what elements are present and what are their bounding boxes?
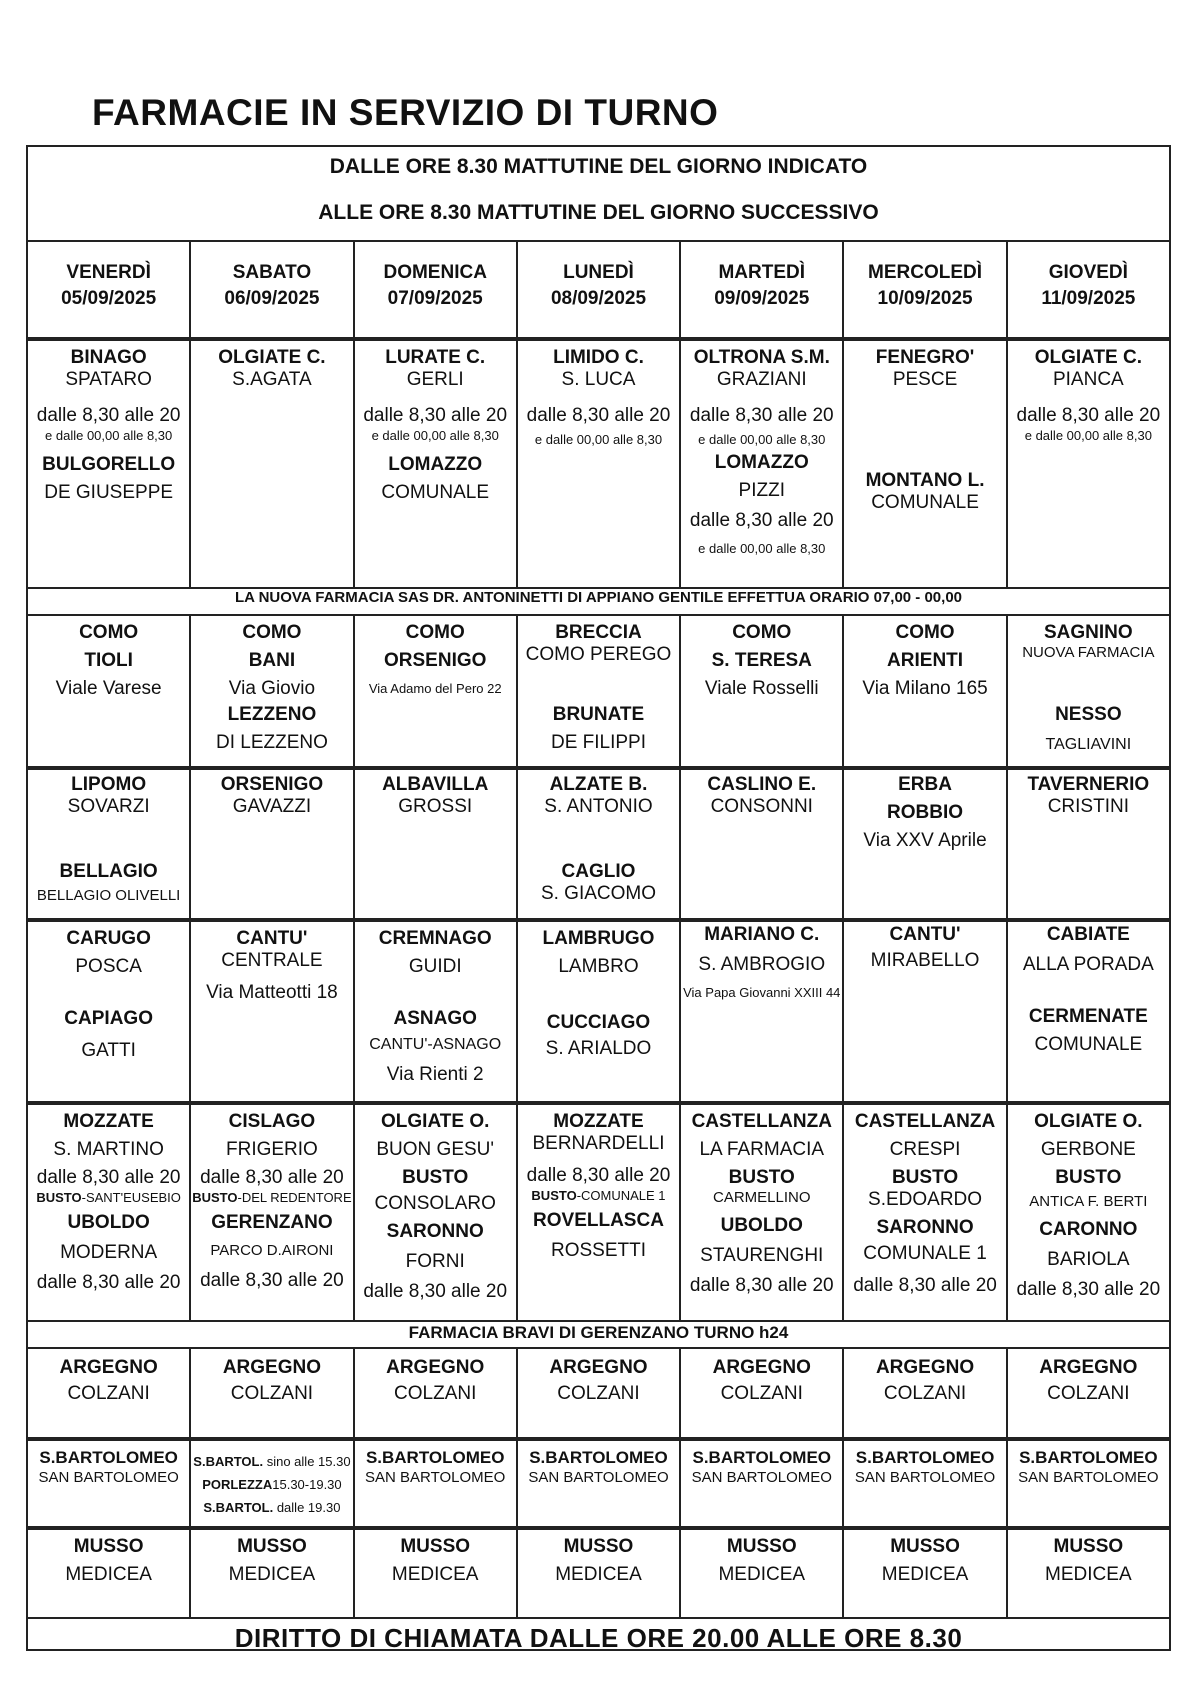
header-line-2: ALLE ORE 8.30 MATTUTINE DEL GIORNO SUCCESSIVO xyxy=(26,201,1171,225)
pharmacy-cell: OLGIATE O. GERBONE BUSTO ANTICA F. BERTI CARONNO BARIOLA dalle 8,30 alle 20 xyxy=(1007,1102,1170,1321)
row-varese-saronno xyxy=(26,1101,1171,1322)
pharmacy-cell: OLTRONA S.M. GRAZIANI dalle 8,30 alle 20 e dalle 00,00 alle 8,30 LOMAZZO PIZZI dalle 8,30 alle 20 e dalle 00,00 alle 8,30 xyxy=(680,340,843,588)
pharmacy-cell: MUSSO MEDICEA xyxy=(27,1527,190,1618)
day-header: LUNEDÌ 08/09/2025 xyxy=(517,241,680,338)
pharmacy-cell: S.BARTOLOMEO SAN BARTOLOMEO xyxy=(1007,1438,1170,1529)
pharmacy-cell: BINAGO SPATARO dalle 8,30 alle 20 e dalle 00,00 alle 8,30 BULGORELLO DE GIUSEPPE xyxy=(27,340,190,588)
pharmacy-cell: LIPOMO SOVARZI BELLAGIO BELLAGIO OLIVELLI xyxy=(27,767,190,921)
row-night-shift xyxy=(26,339,1171,589)
day-header: GIOVEDÌ 11/09/2025 xyxy=(1007,241,1170,338)
pharmacy-cell: ARGEGNO COLZANI xyxy=(354,1348,517,1440)
pharmacy-cell: OLGIATE C. S.AGATA xyxy=(190,340,353,588)
day-header: DOMENICA 07/09/2025 xyxy=(354,241,517,338)
pharmacy-cell: CASLINO E. CONSONNI xyxy=(680,767,843,921)
footer-call-notice: DIRITTO DI CHIAMATA DALLE ORE 20.00 ALLE ORE 8.30 xyxy=(234,1623,963,1653)
pharmacy-cell: MUSSO MEDICEA xyxy=(843,1527,1006,1618)
pharmacy-cell: ARGEGNO COLZANI xyxy=(517,1348,680,1440)
pharmacy-cell: COMO ORSENIGO Via Adamo del Pero 22 xyxy=(354,615,517,769)
pharmacy-cell: CANTU' MIRABELLO xyxy=(843,919,1006,1104)
pharmacy-cell: LIMIDO C. S. LUCA dalle 8,30 alle 20 e dalle 00,00 alle 8,30 xyxy=(517,340,680,588)
pharmacy-cell: S.BARTOLOMEO SAN BARTOLOMEO xyxy=(27,1438,190,1529)
pharmacy-cell: S.BARTOLOMEO SAN BARTOLOMEO xyxy=(680,1438,843,1529)
pharmacy-cell: COMO BANI Via Giovio LEZZENO DI LEZZENO xyxy=(190,615,353,769)
pharmacy-cell: ARGEGNO COLZANI xyxy=(190,1348,353,1440)
pharmacy-cell: BRECCIA COMO PEREGO BRUNATE DE FILIPPI xyxy=(517,615,680,769)
pharmacy-cell: MARIANO C. S. AMBROGIO Via Papa Giovanni XXIII 44 xyxy=(680,919,843,1104)
pharmacy-cell: ALBAVILLA GROSSI xyxy=(354,767,517,921)
pharmacy-cell: S.BARTOLOMEO SAN BARTOLOMEO xyxy=(843,1438,1006,1529)
pharmacy-cell: S.BARTOLOMEO SAN BARTOLOMEO xyxy=(517,1438,680,1529)
pharmacy-cell: MUSSO MEDICEA xyxy=(1007,1527,1170,1618)
pharmacy-cell: MOZZATE BERNARDELLI dalle 8,30 alle 20 BUSTO-COMUNALE 1 ROVELLASCA ROSSETTI xyxy=(517,1102,680,1321)
pharmacy-cell: LURATE C. GERLI dalle 8,30 alle 20 e dalle 00,00 alle 8,30 LOMAZZO COMUNALE xyxy=(354,340,517,588)
pharmacy-cell: MOZZATE S. MARTINO dalle 8,30 alle 20 BUSTO-SANT'EUSEBIO UBOLDO MODERNA dalle 8,30 alle 20 xyxy=(27,1102,190,1321)
pharmacy-cell: FENEGRO' PESCE MONTANO L. COMUNALE xyxy=(843,340,1006,588)
pharmacy-cell: COMO S. TERESA Viale Rosselli xyxy=(680,615,843,769)
days-header xyxy=(26,240,1171,339)
pharmacy-cell: ERBA ROBBIO Via XXV Aprile xyxy=(843,767,1006,921)
header-line-1: DALLE ORE 8.30 MATTUTINE DEL GIORNO INDICATO xyxy=(26,155,1171,179)
pharmacy-cell: OLGIATE O. BUON GESU' BUSTO CONSOLARO SARONNO FORNI dalle 8,30 alle 20 xyxy=(354,1102,517,1321)
row-lake-argegno xyxy=(26,1347,1171,1441)
day-header: MARTEDÌ 09/09/2025 xyxy=(680,241,843,338)
pharmacy-cell: ARGEGNO COLZANI xyxy=(27,1348,190,1440)
pharmacy-cell: MUSSO MEDICEA xyxy=(517,1527,680,1618)
pharmacy-cell: CASTELLANZA CRESPI BUSTO S.EDOARDO SARONNO COMUNALE 1 dalle 8,30 alle 20 xyxy=(843,1102,1006,1321)
row-lake-bartolomeo xyxy=(26,1437,1171,1530)
pharmacy-cell: MUSSO MEDICEA xyxy=(354,1527,517,1618)
pharmacy-cell: ARGEGNO COLZANI xyxy=(1007,1348,1170,1440)
pharmacy-cell: SAGNINO NUOVA FARMACIA NESSO TAGLIAVINI xyxy=(1007,615,1170,769)
row-lake-musso xyxy=(26,1526,1171,1619)
pharmacy-cell: CREMNAGO GUIDI ASNAGO CANTU'-ASNAGO Via Rienti 2 xyxy=(354,919,517,1104)
pharmacy-cell: ARGEGNO COLZANI xyxy=(680,1348,843,1440)
page-title: FARMACIE IN SERVIZIO DI TURNO xyxy=(92,92,719,133)
pharmacy-cell: CANTU' CENTRALE Via Matteotti 18 xyxy=(190,919,353,1104)
pharmacy-cell: COMO ARIENTI Via Milano 165 xyxy=(843,615,1006,769)
day-header: VENERDÌ 05/09/2025 xyxy=(27,241,190,338)
pharmacy-cell: TAVERNERIO CRISTINI xyxy=(1007,767,1170,921)
day-header: SABATO 06/09/2025 xyxy=(190,241,353,338)
day-header: MERCOLEDÌ 10/09/2025 xyxy=(843,241,1006,338)
row-brianza xyxy=(26,766,1171,922)
pharmacy-cell: S.BARTOL. sino alle 15.30 PORLEZZA15.30-19.30 S.BARTOL. dalle 19.30 xyxy=(190,1438,353,1529)
pharmacy-cell: ALZATE B. S. ANTONIO CAGLIO S. GIACOMO xyxy=(517,767,680,921)
pharmacy-cell: MUSSO MEDICEA xyxy=(680,1527,843,1618)
row-como-area xyxy=(26,614,1171,770)
pharmacy-cell: CISLAGO FRIGERIO dalle 8,30 alle 20 BUSTO-DEL REDENTORE GERENZANO PARCO D.AIRONI dalle 8,30 alle 20 xyxy=(190,1102,353,1321)
pharmacy-cell: S.BARTOLOMEO SAN BARTOLOMEO xyxy=(354,1438,517,1529)
row-canturino xyxy=(26,918,1171,1105)
pharmacy-cell: MUSSO MEDICEA xyxy=(190,1527,353,1618)
pharmacy-cell: CABIATE ALLA PORADA CERMENATE COMUNALE xyxy=(1007,919,1170,1104)
pharmacy-cell: ORSENIGO GAVAZZI xyxy=(190,767,353,921)
notice-appiano: LA NUOVA FARMACIA SAS DR. ANTONINETTI DI APPIANO GENTILE EFFETTUA ORARIO 07,00 - 00,00 xyxy=(234,589,963,606)
pharmacy-cell: COMO TIOLI Viale Varese xyxy=(27,615,190,769)
pharmacy-cell: LAMBRUGO LAMBRO CUCCIAGO S. ARIALDO xyxy=(517,919,680,1104)
pharmacy-cell: CARUGO POSCA CAPIAGO GATTI xyxy=(27,919,190,1104)
pharmacy-cell: ARGEGNO COLZANI xyxy=(843,1348,1006,1440)
pharmacy-cell: OLGIATE C. PIANCA dalle 8,30 alle 20 e dalle 00,00 alle 8,30 xyxy=(1007,340,1170,588)
notice-gerenzano: FARMACIA BRAVI DI GERENZANO TURNO h24 xyxy=(408,1323,789,1342)
pharmacy-cell: CASTELLANZA LA FARMACIA BUSTO CARMELLINO UBOLDO STAURENGHI dalle 8,30 alle 20 xyxy=(680,1102,843,1321)
